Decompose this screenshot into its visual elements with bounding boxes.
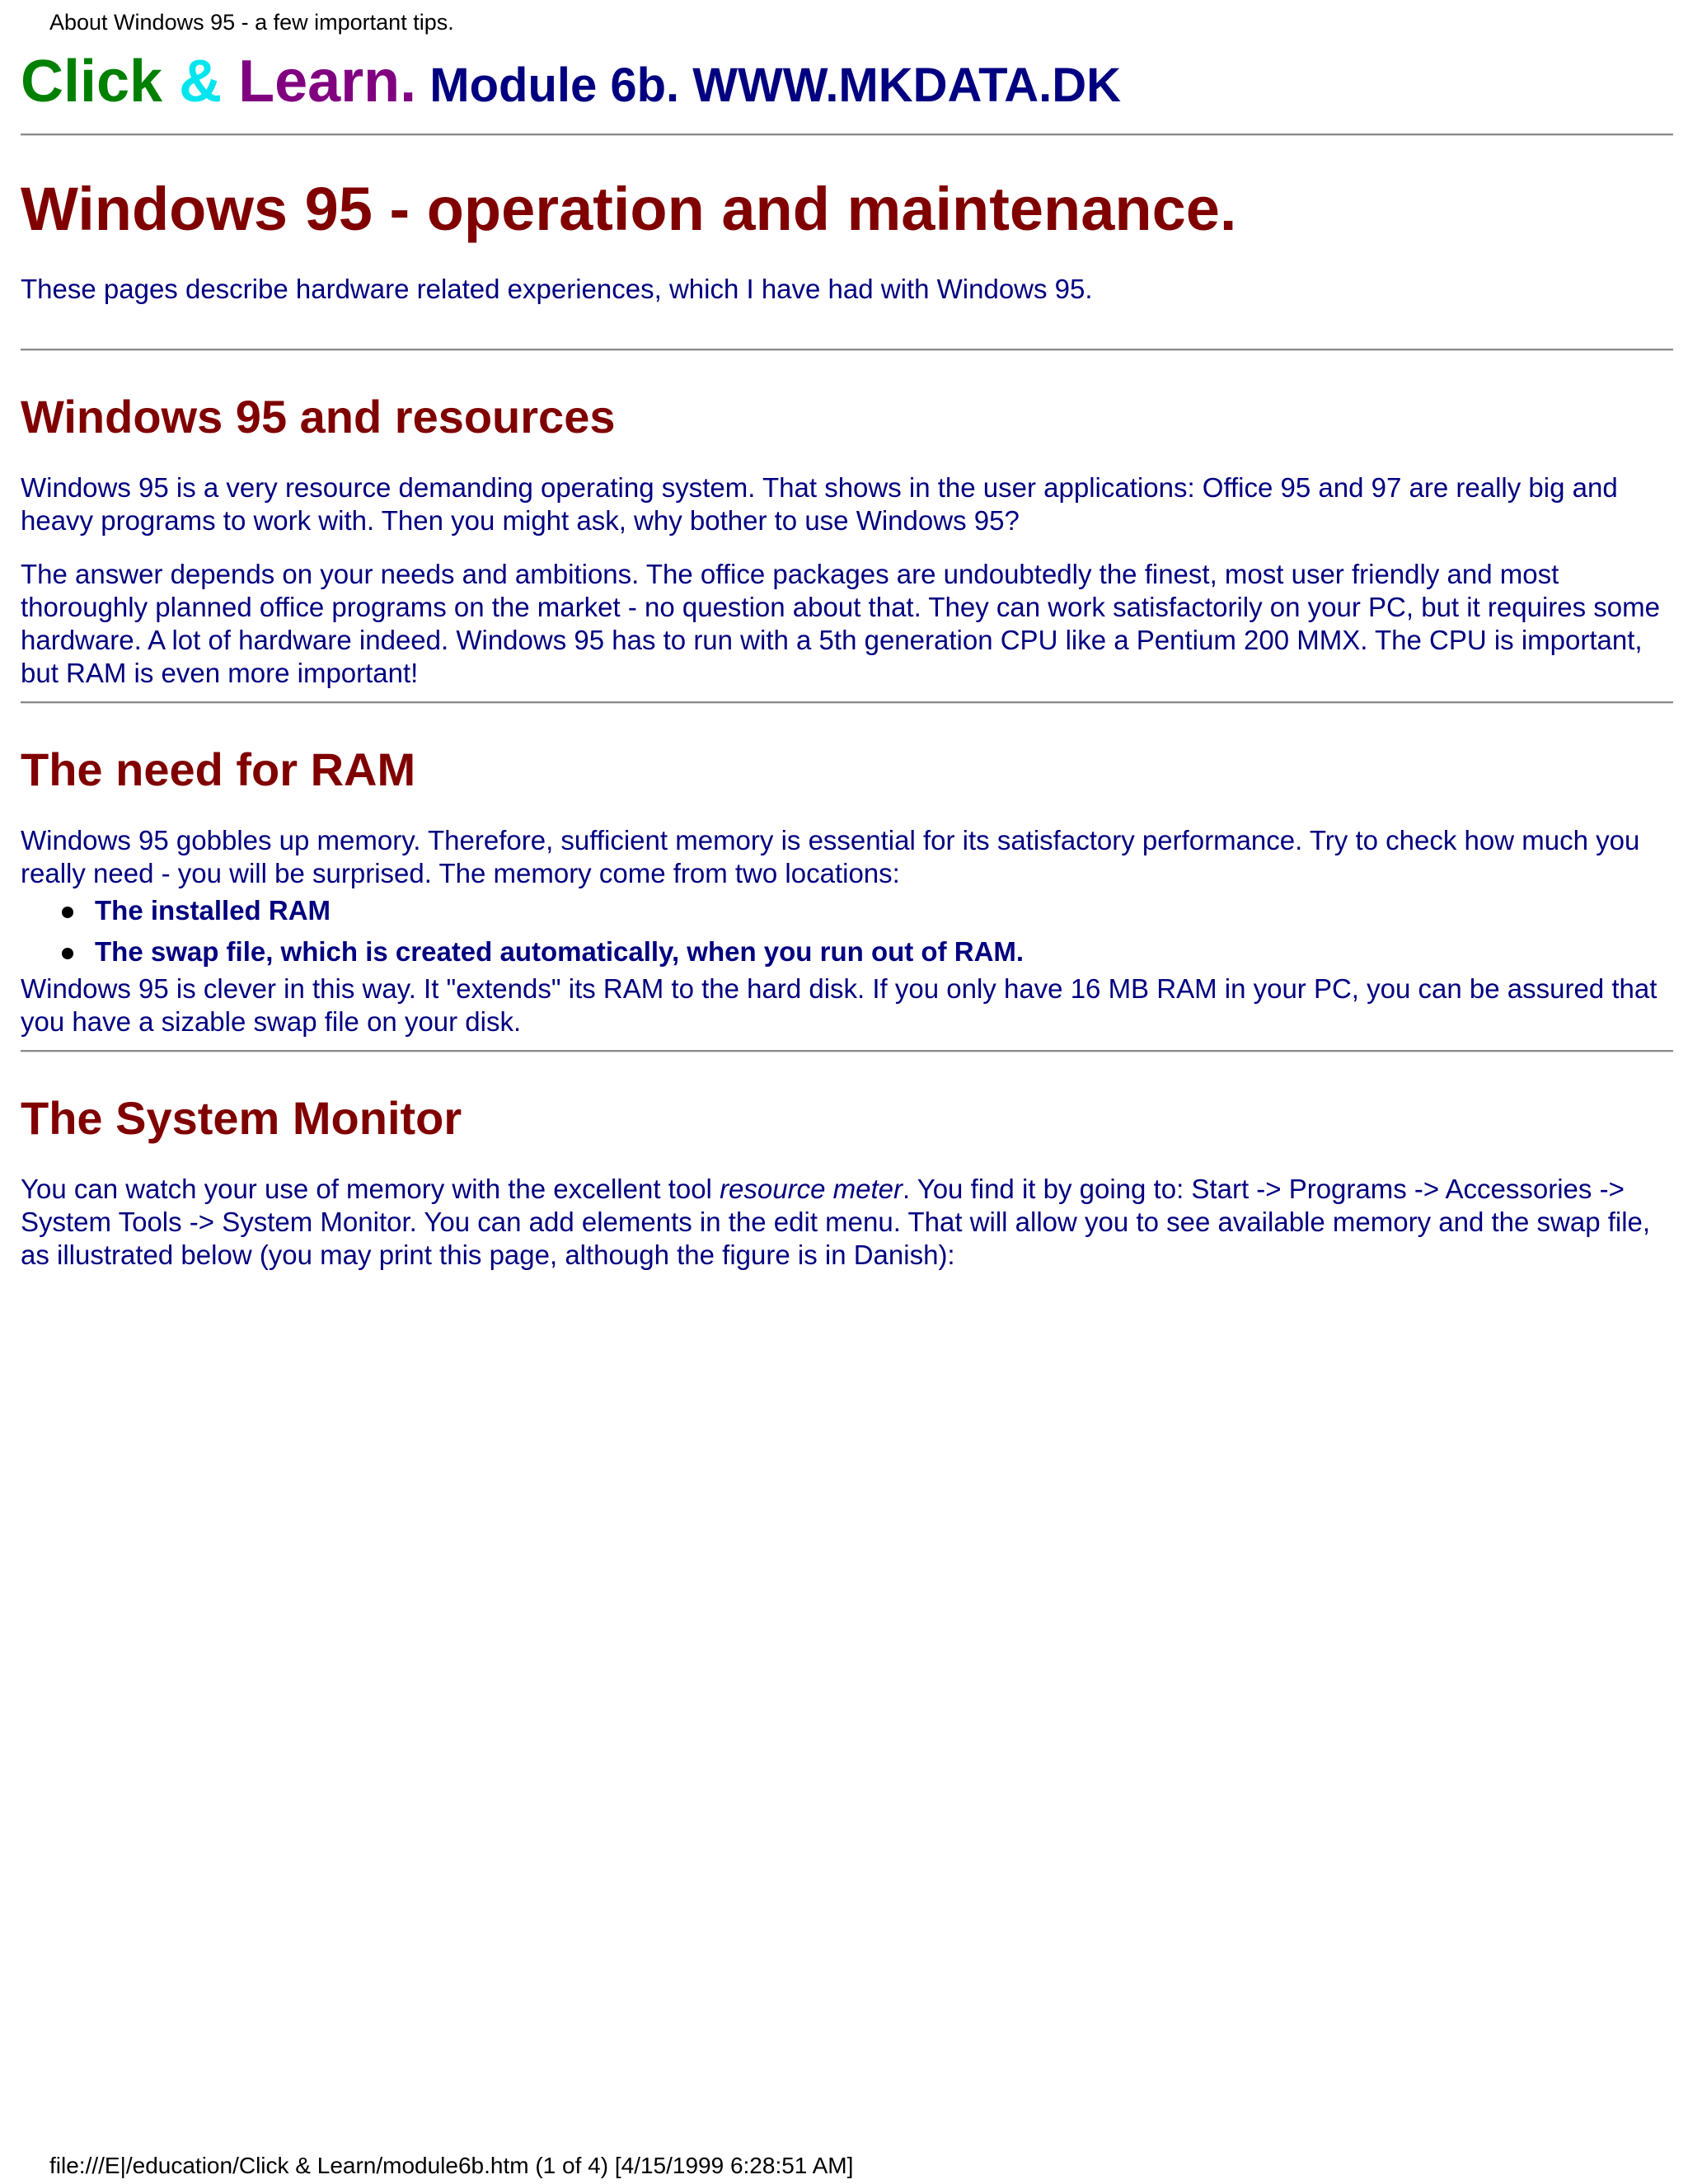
bullet-icon: [62, 948, 73, 959]
resources-paragraph-1: Windows 95 is a very resource demanding operating system. That shows in the user applications: Office 95 and 97 are really big and heavy programs to work with. Then you might ask, why bother to use Windows 95?: [21, 472, 1618, 536]
list-item: [21, 931, 1673, 972]
ram-paragraph-2: Windows 95 is clever in this way. It "extends" its RAM to the hard disk. If you only have 16 MB RAM in your PC, you can be assured that you have a sizable swap file on your disk.: [21, 973, 1658, 1037]
logo-ampersand: &: [179, 49, 239, 115]
list-item-text: The swap file, which is created automatically, when you run out of RAM.: [95, 936, 1025, 967]
system-monitor-text-before: You can watch your use of memory with the excellent tool: [21, 1174, 720, 1204]
intro-paragraph: These pages describe hardware related experiences, which I have had with Windows 95.: [21, 274, 1093, 304]
ram-paragraph-1: Windows 95 gobbles up memory. Therefore, sufficient memory is essential for its satisfactory performance. Try to check how much you really need - you will be surprised. The memory come from two locations:: [21, 825, 1640, 888]
section-heading-system-monitor: The System Monitor: [21, 1092, 462, 1144]
page-content: [21, 48, 1673, 1272]
system-monitor-paragraph: [21, 1173, 1673, 1272]
logo-learn-text: Learn.: [238, 49, 417, 115]
page-title: Windows 95 - operation and maintenance.: [21, 175, 1237, 243]
section-heading-ram: The need for RAM: [21, 743, 416, 795]
resources-paragraph-2: The answer depends on your needs and ambitions. The office packages are undoubtedly the finest, most user friendly and most thoroughly planned office programs on the market - no question about that. They can work satisfactorily on your PC, but it requires some hardware. A lot of hardware indeed. Windows 95 has to run with a 5th generation CPU like a Pentium 200 MMX. The CPU is important, but RAM is even more important!: [21, 559, 1661, 688]
print-header: About Windows 95 - a few important tips.: [49, 10, 454, 35]
site-logo: [21, 48, 1673, 122]
print-footer: file:///E|/education/Click & Learn/module6b.htm (1 of 4) [4/15/1999 6:28:51 AM]: [49, 2153, 854, 2178]
bullet-icon: [62, 907, 73, 918]
logo-click-text: Click: [21, 49, 180, 115]
memory-locations-list: [21, 890, 1673, 972]
resource-meter-term: resource meter: [720, 1174, 903, 1204]
list-item: [21, 890, 1673, 931]
section-heading-resources: Windows 95 and resources: [21, 391, 616, 443]
list-item-text: The installed RAM: [95, 895, 331, 926]
logo-module-text: Module 6b. WWW.MKDATA.DK: [416, 59, 1121, 112]
system-monitor-text-after: . You find it by going to: Start -> Programs -> Accessories -> System Tools -> System Monitor. You can add elements in the edit menu. That will allow you to see available memory and the swap file, as illustrated below (you may print this page, although the figure is in Danish):: [21, 1174, 1651, 1270]
